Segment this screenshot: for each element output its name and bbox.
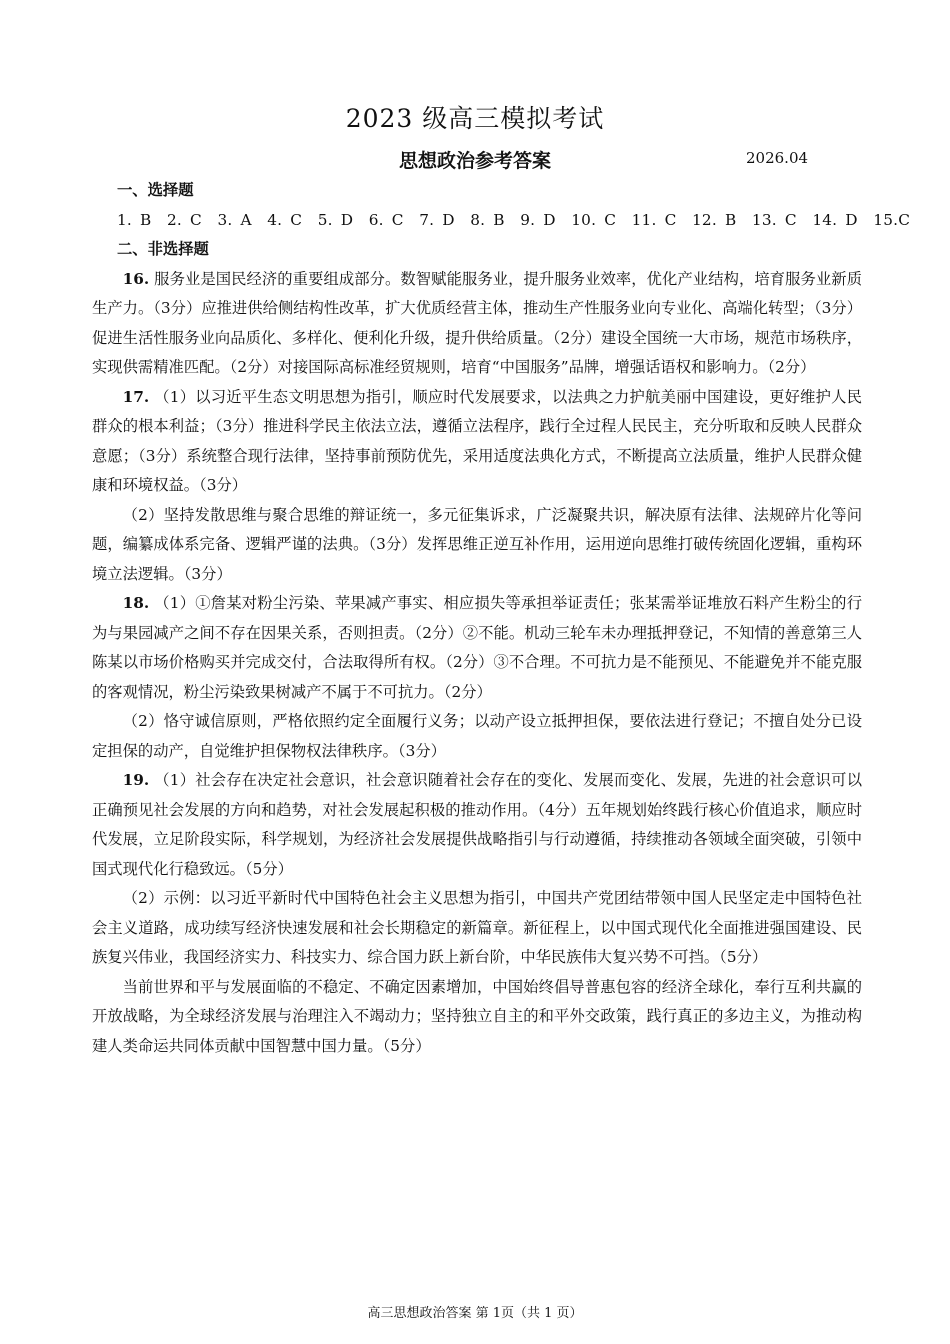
q17-answer-part2: （2）坚持发散思维与聚合思维的辩证统一，多元征集诉求，广泛凝聚共识，解决原有法律、法规碎片化等问题，编纂成体系完备、逻辑严谨的法典。（3分）发挥思维正逆互补作用，运用逆向思维打破传统固化逻辑，重构环境立法逻辑。（3分） [92, 505, 862, 583]
q19-number: 19. [122, 771, 150, 789]
choice-answers: 1. B 2. C 3. A 4. C 5. D 6. C 7. D 8. B 9. D 10. C 11. C 12. B 13. C 14. D 15.C [117, 210, 911, 229]
q18-answer-part2: （2）恪守诚信原则，严格依照约定全面履行义务；以动产设立抵押担保，要依法进行登记；不擅自处分已设定担保的动产，自觉维护担保物权法律秩序。（3分） [92, 712, 862, 760]
q16-answer [92, 265, 862, 383]
exam-title: 2023 级高三模拟考试 [345, 104, 605, 133]
exam-date: 2026.04 [746, 149, 809, 167]
q16-text: 服务业是国民经济的重要组成部分。数智赋能服务业，提升服务业效率，优化产业结构，培育服务业新质生产力。（3分）应推进供给侧结构性改革，扩大优质经营主体，推动生产性服务业向专业化、高端化转型；（3分）促进生活性服务业向品质化、多样化、便利化升级，提升供给质量。（2分）建设全国统一大市场，规范市场秩序，实现供需精准匹配。（2分）对接国际高标准经贸规则，培育“中国服务”品牌，增强话语权和影响力。（2分） [92, 269, 862, 376]
q16-number: 16. [122, 269, 150, 288]
q19-answer-part2: （2）示例：以习近平新时代中国特色社会主义思想为指引，中国共产党团结带领中国人民坚定走中国特色社会主义道路，成功续写经济快速发展和社会长期稳定的新篇章。新征程上，以中国式现代化全面推进强国建设、民族复兴伟业，我国经济实力、科技实力、综合国力跃上新台阶，中华民族伟大复兴势不可挡。（5分） [92, 889, 862, 966]
answer-content [92, 176, 911, 1061]
nonchoice-section-heading: 二、非选择题 [117, 240, 209, 258]
page-footer: 高三思想政治答案 第 1页（共 1 页） [367, 1306, 583, 1321]
q18-text-part1: （1）①詹某对粉尘污染、苹果减产事实、相应损失等承担举证责任；张某需举证堆放石料产生粉尘的行为与果园减产之间不存在因果关系，否则担责。（2分）②不能。机动三轮车未办理抵押登记，不知情的善意第三人陈某以市场价格购买并完成交付，合法取得所有权。（2分）③不合理。不可抗力是不能预见、不能避免并不能克服的客观情况，粉尘污染致果树减产不属于不可抗力。（2分） [92, 594, 862, 701]
q17-answer-part1 [92, 383, 862, 501]
q19-answer-part3: 当前世界和平与发展面临的不稳定、不确定因素增加，中国始终倡导普惠包容的经济全球化，奉行互利共赢的开放战略，为全球经济发展与治理注入不竭动力；坚持独立自主的和平外交政策，践行真正的多边主义，为推动构建人类命运共同体贡献中国智慧中国力量。（5分） [92, 977, 862, 1055]
q17-number: 17. [122, 387, 150, 406]
q18-number: 18. [122, 594, 150, 612]
q17-text-part1: （1）以习近平生态文明思想为指引，顺应时代发展要求，以法典之力护航美丽中国建设，更好维护人民群众的根本利益；（3分）推进科学民主依法立法，遵循立法程序，践行全过程人民民主，充分听取和反映人民群众意愿；（3分）系统整合现行法律，坚持事前预防优先，采用适度法典化方式，不断提高立法质量，维护人民群众健康和环境权益。（3分） [92, 387, 862, 494]
choice-section-heading: 一、选择题 [117, 181, 194, 199]
document-subtitle: 思想政治参考答案 [398, 150, 551, 172]
q19-answer-part1 [92, 766, 862, 884]
q18-answer-part1 [92, 589, 862, 707]
q19-text-part1: （1）社会存在决定社会意识，社会意识随着社会存在的变化、发展而变化、发展，先进的社会意识可以正确预见社会发展的方向和趋势，对社会发展起积极的推动作用。（4分）五年规划始终践行核心价值追求，顺应时代发展，立足阶段实际，科学规划，为经济社会发展提供战略指引与行动遵循，持续推动各领域全面突破，引领中国式现代化行稳致远。（5分） [92, 771, 862, 878]
